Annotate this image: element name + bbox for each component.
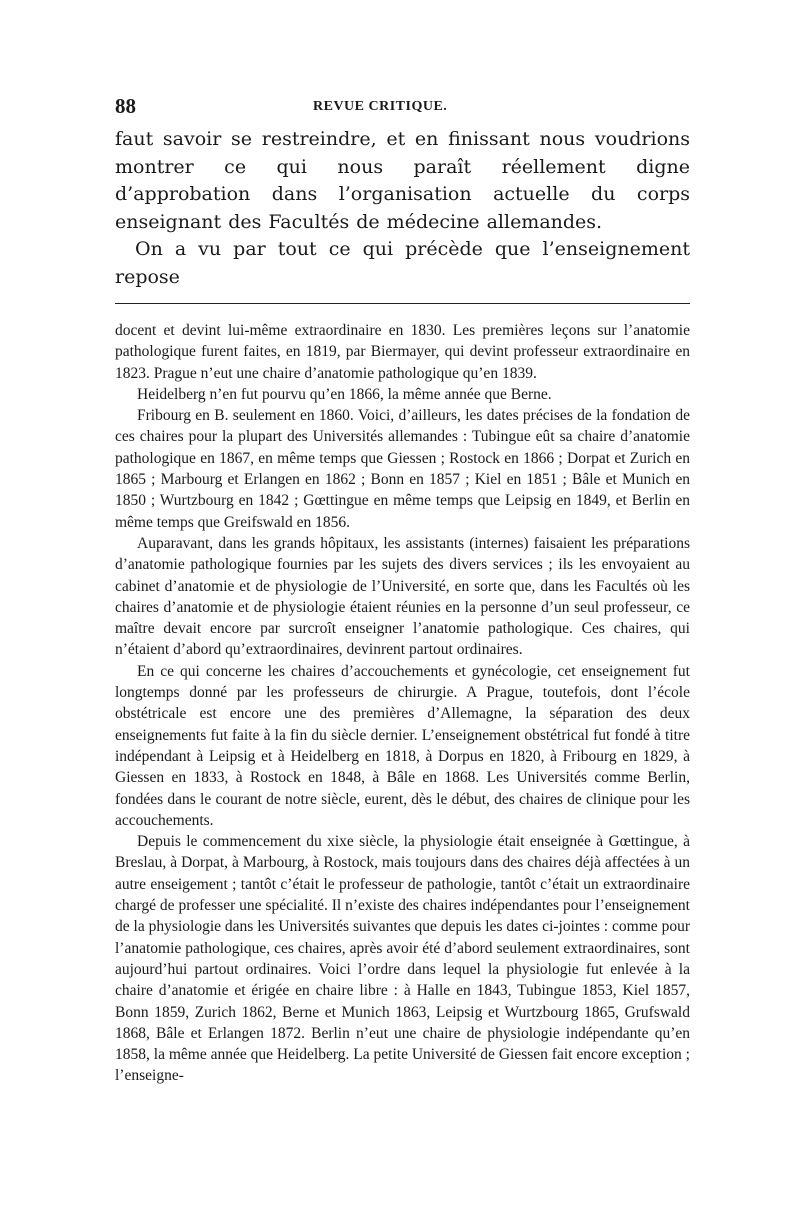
- main-paragraph-continued: faut savoir se restreindre, et en finissant nous voudrions montrer ce qui nous paraît réellement digne d’approbation dans l’organisation actuelle du corps enseignant des Facultés de médecine allemandes.: [115, 128, 690, 233]
- footnote-paragraph: Auparavant, dans les grands hôpitaux, les assistants (internes) faisaient les préparations d’anatomie pathologique fournies par les sujets des divers services ; ils les envoyaient au cabinet d’anatomie et de physiologie de l’Université, en sorte que, dans les Facultés où les chaires d’anatomie et de physiologie étaient réunies en la personne d’un seul professeur, ce maître devait encore par surcroît enseigner l’anatomie pathologique. Ces chaires, qui n’étaient d’abord qu’extraordinaires, devinrent partout ordinaires.: [115, 534, 690, 659]
- footnote-paragraph: En ce qui concerne les chaires d’accouchements et gynécologie, cet enseignement fut longtemps donné par les professeurs de chirurgie. A Prague, toutefois, dont l’école obstétricale est encore une des premières d’Allemagne, la séparation des deux enseignements fut faite à la fin du siècle dernier. L’enseignement obstétrical fut fondé à titre indépendant à Leipsig et à Heidelberg en 1818, à Dorpus en 1820, à Fribourg en 1829, à Giessen en 1833, à Rostock en 1848, à Bâle en 1868. Les Universités comme Berlin, fondées dans le courant de notre siècle, eurent, dès le début, des chaires de clinique pour les accouchements.: [115, 662, 690, 829]
- page-header: [115, 92, 690, 126]
- main-text: [115, 126, 690, 291]
- footnote-paragraph: docent et devint lui-même extraordinaire en 1830. Les premières leçons sur l’anatomie pathologique furent faites, en 1819, par Biermayer, qui devint professeur extraordinaire en 1823. Prague n’eut une chaire d’anatomie pathologique qu’en 1839.: [115, 322, 690, 382]
- footnotes: [115, 320, 690, 1087]
- footnote-paragraph: Heidelberg n’en fut pourvu qu’en 1866, la même année que Berne.: [137, 385, 552, 403]
- book-page: [115, 92, 690, 1087]
- page-number: 88: [115, 94, 136, 118]
- footnote-paragraph: Fribourg en B. seulement en 1860. Voici, d’ailleurs, les dates précises de la fondation de ces chaires pour la plupart des Universités allemandes : Tubingue eût sa chaire d’anatomie pathologique en 1867, en même temps que Giessen ; Rostock en 1866 ; Dorpat et Zurich en 1865 ; Marbourg et Erlangen en 1862 ; Bonn en 1857 ; Kiel en 1851 ; Bâle et Munich en 1850 ; Wurtzbourg en 1842 ; Gœttingue en même temps que Leipsig en 1849, et Berlin en même temps que Greifswald en 1856.: [115, 407, 690, 531]
- main-paragraph: On a vu par tout ce qui précède que l’enseignement repose: [115, 238, 690, 288]
- running-title: REVUE CRITIQUE.: [313, 99, 448, 114]
- footnote-paragraph: Depuis le commencement du xixe siècle, la physiologie était enseignée à Gœttingue, à Breslau, à Dorpat, à Marbourg, à Rostock, mais toujours dans des chaires déjà affectées à un autre enseigement ; tantôt c’était le professeur de pathologie, tantôt c’était un extraordinaire chargé de professer une spécialité. Il n’existe des chaires indépendantes pour l’enseignement de la physiologie dans les Universités suivantes que depuis les dates ci-jointes : comme pour l’anatomie pathologique, ces chaires, après avoir été d’abord seulement extraordinaires, sont aujourd’hui partout ordinaires. Voici l’ordre dans lequel la physiologie fut enlevée à la chaire d’anatomie et érigée en chaire libre : à Halle en 1843, Tubingue 1853, Kiel 1857, Bonn 1859, Zurich 1862, Berne et Munich 1863, Leipsig et Wurtzbourg 1865, Grufswald 1868, Bâle et Erlangen 1872. Berlin n’eut une chaire de physiologie indépendante qu’en 1858, la même année que Heidelberg. La petite Université de Giessen fait encore exception ; l’enseigne-: [115, 833, 690, 1085]
- footnote-divider: [115, 303, 690, 304]
